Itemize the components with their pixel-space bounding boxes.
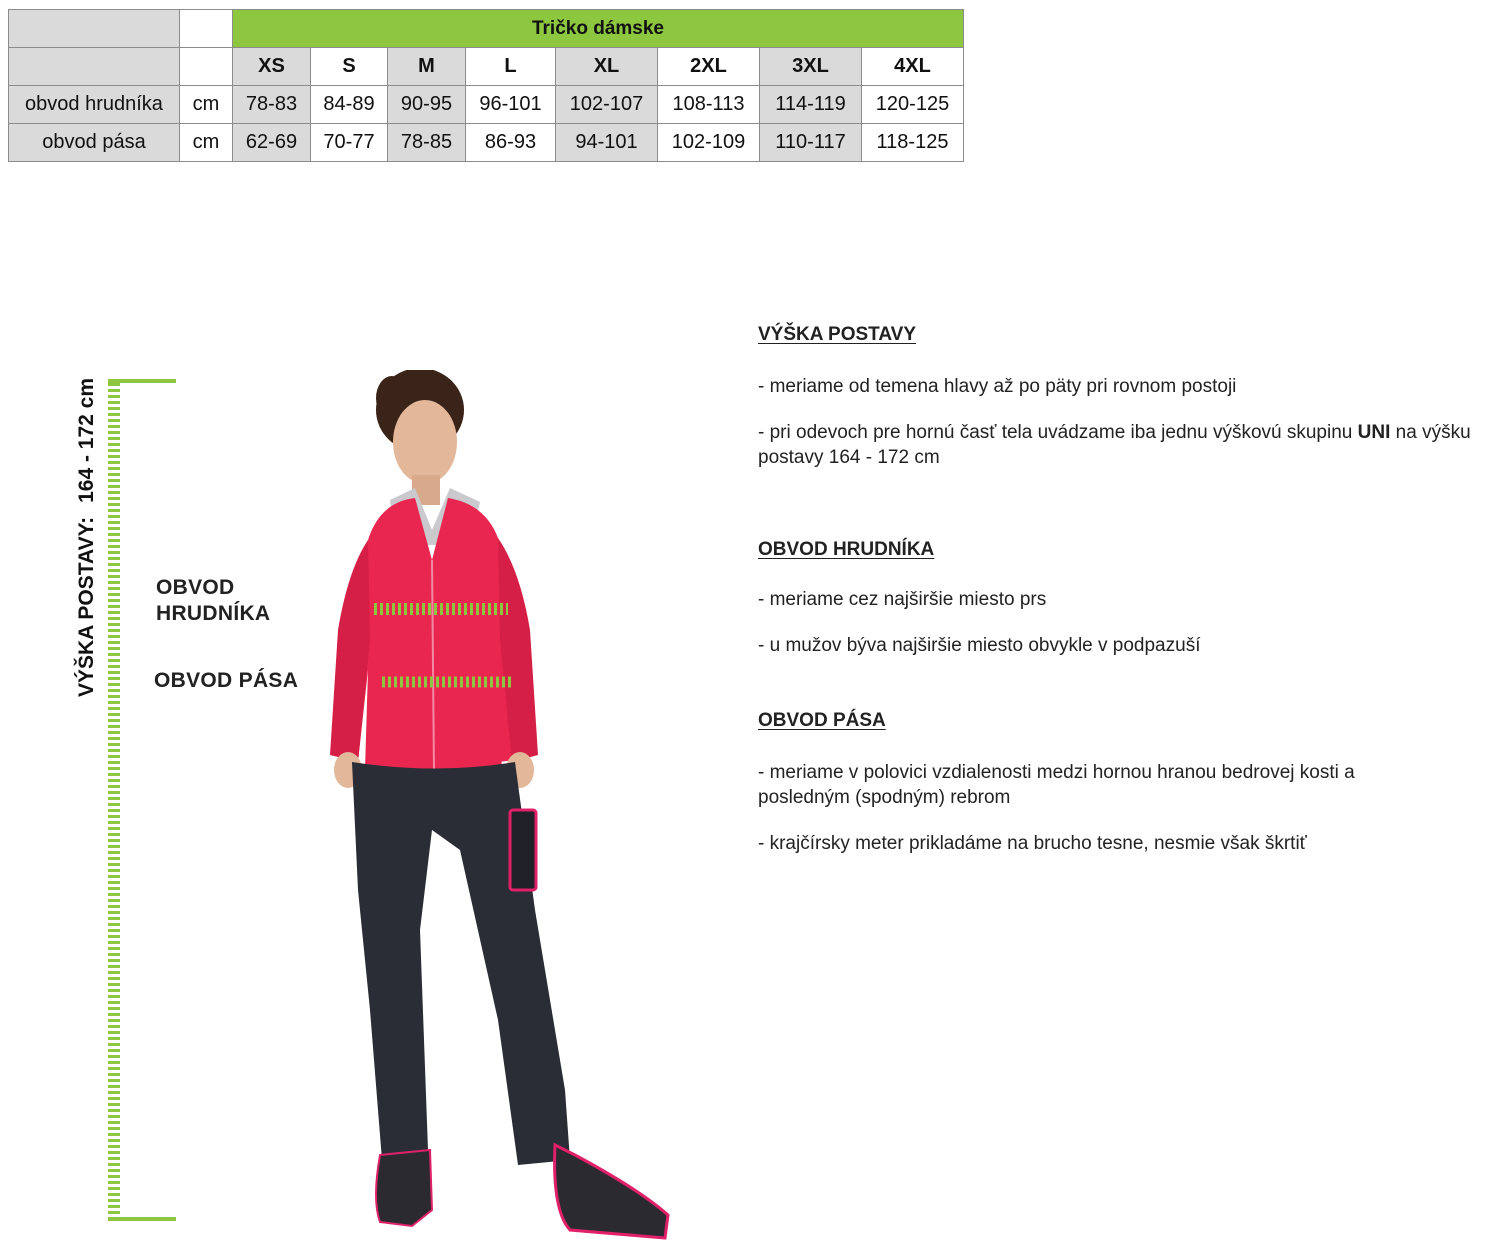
height-label (75, 378, 99, 697)
section-heading-height: VÝŠKA POSTAVY (758, 324, 917, 345)
waist-paragraph-1: - meriame v polovici vzdialenosti medzi hornou hranou bedrovej kosti a posledným (spodným) rebrom (758, 762, 1355, 808)
table-cell: 94-101 (556, 124, 658, 162)
row-label: obvod hrudníka (9, 86, 180, 124)
size-header-m: M (388, 48, 466, 86)
table-row-chest (9, 86, 964, 124)
chest-label-line1: OBVOD (156, 576, 235, 599)
height-ruler (108, 383, 120, 1219)
section-chest (758, 537, 1498, 658)
table-cell: 78-85 (388, 124, 466, 162)
section-height (758, 322, 1498, 470)
size-header-3xl: 3XL (760, 48, 862, 86)
height-paragraph-2-bold: UNI (1357, 422, 1391, 443)
waist-label: OBVOD PÁSA (154, 669, 299, 692)
pants-pocket (510, 810, 536, 890)
chest-paragraph-1: - meriame cez najširšie miesto prs (758, 589, 1047, 610)
section-heading-waist: OBVOD PÁSA (758, 710, 886, 731)
size-table (8, 9, 964, 162)
row-unit: cm (180, 86, 233, 124)
empty-header-cell (180, 10, 233, 48)
chest-paragraph-2: - u mužov býva najširšie miesto obvykle v podpazuší (758, 635, 1201, 656)
size-header-s: S (311, 48, 388, 86)
size-header-xl: XL (556, 48, 658, 86)
row-unit: cm (180, 124, 233, 162)
size-header-4xl: 4XL (862, 48, 964, 86)
waist-paragraph-2: - krajčírsky meter prikladáme na brucho tesne, nesmie však škrtiť (758, 833, 1307, 854)
size-header-2xl: 2XL (658, 48, 760, 86)
empty-header-cell (9, 10, 180, 48)
table-cell: 90-95 (388, 86, 466, 124)
chest-label (156, 575, 270, 627)
table-title: Tričko dámske (233, 10, 964, 48)
right-shoe (555, 1145, 668, 1238)
table-cell: 102-107 (556, 86, 658, 124)
chest-label-line2: HRUDNÍKA (156, 602, 271, 625)
model-figure (320, 370, 680, 1248)
table-cell: 120-125 (862, 86, 964, 124)
table-cell: 70-77 (311, 124, 388, 162)
table-cell: 62-69 (233, 124, 311, 162)
left-shoe (376, 1150, 432, 1226)
left-sleeve (330, 540, 370, 762)
table-row-waist (9, 124, 964, 162)
empty-header-cell (180, 48, 233, 86)
row-label: obvod pása (9, 124, 180, 162)
section-waist (758, 708, 1498, 856)
table-cell: 86-93 (466, 124, 556, 162)
table-cell: 110-117 (760, 124, 862, 162)
table-cell: 108-113 (658, 86, 760, 124)
table-cell: 118-125 (862, 124, 964, 162)
height-paragraph-1: - meriame od temena hlavy až po päty pri rovnom postoji (758, 376, 1237, 397)
table-cell: 114-119 (760, 86, 862, 124)
table-title-row (9, 10, 964, 48)
size-header-row (9, 48, 964, 86)
size-header-l: L (466, 48, 556, 86)
height-paragraph-2-text: - pri odevoch pre hornú časť tela uvádzame iba jednu výškovú skupinu (758, 422, 1358, 443)
height-paragraph-2-tail: na výšku postavy 164 - 172 cm (758, 422, 1471, 468)
table-cell: 84-89 (311, 86, 388, 124)
table-cell: 102-109 (658, 124, 760, 162)
height-label-value: 164 - 172 cm (75, 377, 98, 503)
height-paragraph-2 (758, 420, 1498, 470)
table-cell: 78-83 (233, 86, 311, 124)
ruler-bottom-cap (108, 1217, 176, 1221)
section-heading-chest: OBVOD HRUDNÍKA (758, 539, 935, 560)
face-shape (393, 400, 457, 484)
table-cell: 96-101 (466, 86, 556, 124)
empty-header-cell (9, 48, 180, 86)
size-header-xs: XS (233, 48, 311, 86)
height-label-text: VÝŠKA POSTAVY: (75, 516, 98, 697)
